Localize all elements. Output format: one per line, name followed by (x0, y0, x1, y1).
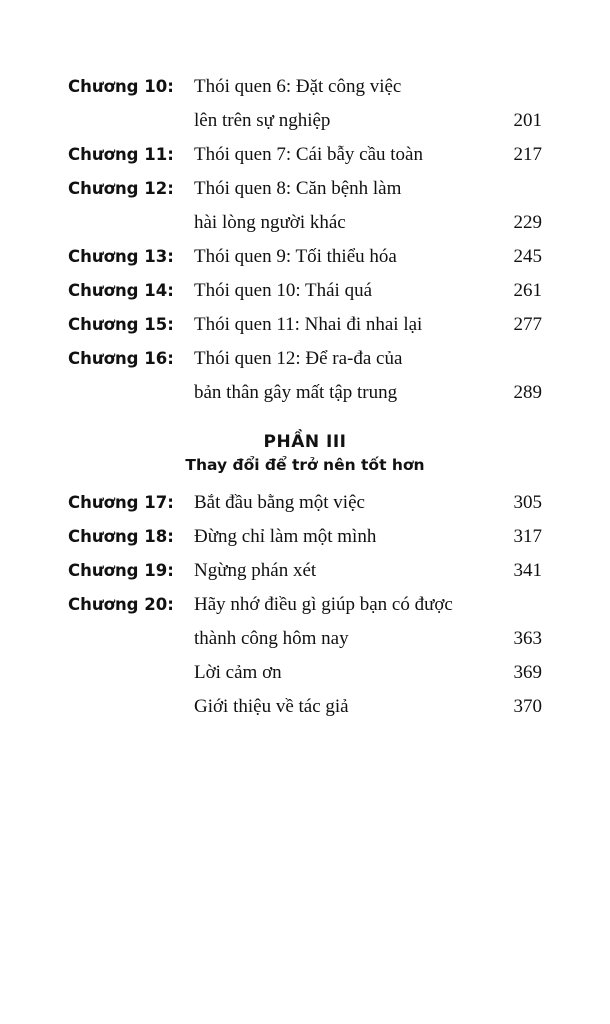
chapter-title-line: Ngừng phán xét (194, 560, 317, 581)
toc-row[interactable] (68, 274, 542, 308)
chapter-title-line: hài lòng người khác (194, 212, 346, 233)
chapter-label: Chương 13: (68, 247, 174, 266)
toc-row[interactable] (68, 172, 542, 240)
page-number: 289 (513, 382, 542, 403)
page-number: 317 (513, 526, 542, 547)
page-number-cell (486, 588, 542, 656)
chapter-title-line: lên trên sự nghiệp (194, 110, 331, 131)
chapter-label: Chương 17: (68, 493, 174, 512)
chapter-title-line: Thói quen 7: Cái bẫy cầu toàn (194, 144, 423, 165)
page-number-cell (486, 554, 542, 588)
page-number-cell (486, 138, 542, 172)
toc-row[interactable] (68, 342, 542, 410)
page-number: 261 (513, 280, 542, 301)
chapter-title-line: Thói quen 11: Nhai đi nhai lại (194, 314, 423, 335)
part-subtitle: Thay đổi để trở nên tốt hơn (185, 456, 425, 474)
chapter-title-line: Thói quen 9: Tối thiểu hóa (194, 246, 397, 267)
toc-row[interactable] (68, 588, 542, 656)
chapter-title (192, 342, 486, 410)
chapter-title (192, 588, 486, 656)
chapter-title-line: Lời cảm ơn (194, 662, 282, 683)
chapter-title-line: Đừng chỉ làm một mình (194, 526, 377, 547)
chapter-label: Chương 10: (68, 77, 174, 96)
chapter-label: Chương 18: (68, 527, 174, 546)
chapter-title (192, 274, 486, 308)
chapter-title-line: Thói quen 10: Thái quá (194, 280, 373, 301)
chapter-title-line: Thói quen 8: Căn bệnh làm (194, 178, 402, 199)
toc-row[interactable] (68, 308, 542, 342)
toc-row[interactable] (68, 240, 542, 274)
page-number-cell (486, 172, 542, 240)
page-number: 201 (513, 110, 542, 131)
page-number-cell (486, 690, 542, 724)
chapter-title-line: bản thân gây mất tập trung (194, 382, 398, 403)
part-number: PHẦN III (263, 432, 347, 452)
page-number-cell (486, 274, 542, 308)
page-number: 305 (513, 492, 542, 513)
chapter-title-line: Hãy nhớ điều gì giúp bạn có được (194, 594, 453, 615)
chapter-label: Chương 14: (68, 281, 174, 300)
chapter-title-line: Thói quen 6: Đặt công việc (194, 76, 402, 97)
chapter-title (192, 690, 486, 724)
toc-row[interactable] (68, 690, 542, 724)
toc-row[interactable] (68, 520, 542, 554)
page-number-cell (486, 308, 542, 342)
chapter-title (192, 554, 486, 588)
chapter-label: Chương 20: (68, 595, 174, 614)
page-number-cell (486, 70, 542, 138)
chapter-title-line: thành công hôm nay (194, 628, 349, 649)
chapter-title (192, 486, 486, 520)
part-heading-cell (68, 410, 542, 486)
chapter-title-line: Thói quen 12: Để ra-đa của (194, 348, 403, 369)
part-heading (68, 410, 542, 486)
page-number-cell (486, 240, 542, 274)
toc-row[interactable] (68, 554, 542, 588)
toc-row[interactable] (68, 656, 542, 690)
chapter-label: Chương 19: (68, 561, 174, 580)
chapter-label (68, 690, 192, 724)
chapter-label: Chương 12: (68, 179, 174, 198)
chapter-title (192, 240, 486, 274)
chapter-label (68, 656, 192, 690)
page-number: 217 (513, 144, 542, 165)
chapter-title (192, 308, 486, 342)
toc-row[interactable] (68, 70, 542, 138)
chapter-title (192, 172, 486, 240)
toc-table (68, 70, 542, 724)
toc-row[interactable] (68, 138, 542, 172)
chapter-label: Chương 15: (68, 315, 174, 334)
page-number: 363 (513, 628, 542, 649)
page-number: 341 (513, 560, 542, 581)
page-number: 229 (513, 212, 542, 233)
page-number-cell (486, 656, 542, 690)
page-number-cell (486, 342, 542, 410)
page-number: 277 (513, 314, 542, 335)
page-number-cell (486, 520, 542, 554)
chapter-title (192, 70, 486, 138)
page-number: 370 (513, 696, 542, 717)
chapter-title (192, 138, 486, 172)
chapter-label: Chương 16: (68, 349, 174, 368)
toc-row[interactable] (68, 486, 542, 520)
chapter-title (192, 520, 486, 554)
page-number: 245 (513, 246, 542, 267)
chapter-title-line: Bắt đầu bằng một việc (194, 492, 365, 513)
chapter-title-line: Giới thiệu về tác giả (194, 696, 349, 717)
page-number-cell (486, 486, 542, 520)
chapter-label: Chương 11: (68, 145, 174, 164)
chapter-title (192, 656, 486, 690)
page-number: 369 (513, 662, 542, 683)
